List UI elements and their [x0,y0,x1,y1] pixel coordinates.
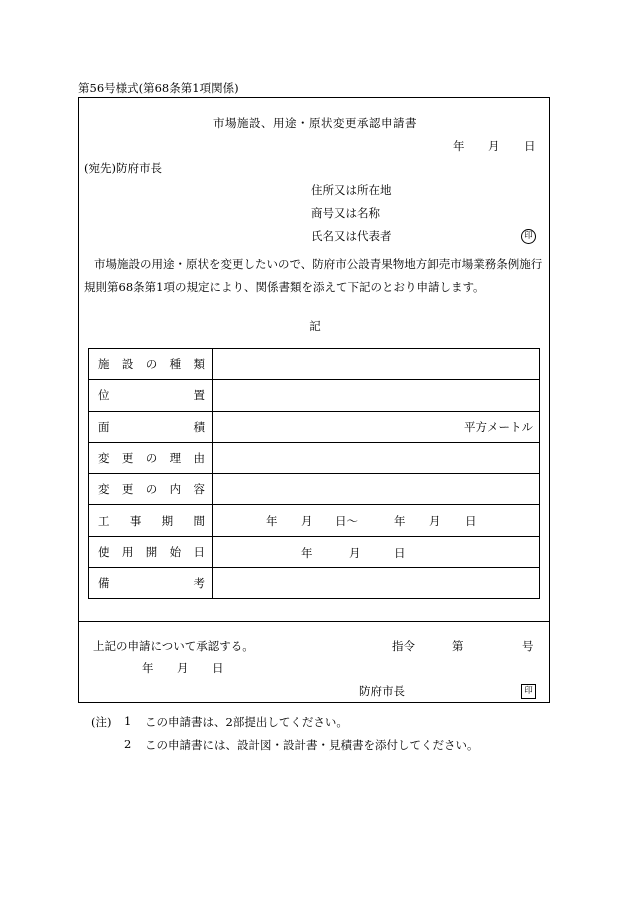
order-label: 指令 [392,639,415,653]
date-year: 年 [453,139,465,153]
approval-month: 月 [177,661,189,675]
row-label-remarks: 備 考 [98,576,205,591]
mayor-seal [521,682,536,699]
construction-period-field[interactable]: 年 月 日〜 年 月 日 [213,505,540,536]
table-row [89,349,540,380]
table-row [89,536,540,567]
date-day: 日 [524,139,536,153]
application-body [84,253,544,299]
approval-day: 日 [212,661,224,675]
document-title: 市場施設、用途・原状変更承認申請書 [213,116,417,130]
row-label-construction-period: 工 事 期 間 [98,513,205,528]
table-row [89,505,540,536]
details-table [88,348,540,599]
date-month: 月 [488,139,500,153]
approval-divider [78,621,550,622]
facility-type-field[interactable] [213,349,540,380]
addressee: (宛先)防府市長 [84,161,162,175]
table-row [89,380,540,411]
notes-prefix: (注) [91,715,112,729]
name-label: 商号又は名称 [311,206,380,220]
order-go: 号 [522,639,534,653]
seal-mark: 印 [521,229,536,244]
change-details-field[interactable] [213,474,540,505]
note-2-text: この申請書には、設計図・設計書・見積書を添付してください。 [145,738,479,752]
address-label: 住所又は所在地 [311,183,392,197]
mayor-label: 防府市長 [359,684,405,698]
table-row [89,411,540,442]
row-label-change-details: 変 更 の 内 容 [98,482,205,497]
order-dai: 第 [452,639,464,653]
row-label-location: 位 置 [98,388,205,403]
remarks-field[interactable] [213,568,540,599]
change-reason-field[interactable] [213,442,540,473]
row-label-start-date: 使 用 開 始 日 [98,544,205,559]
body-line-2: 規則第68条第1項の規定により、関係書類を添えて下記のとおり申請します。 [84,280,485,294]
area-unit: 平方メートル [464,419,533,434]
area-field[interactable] [213,411,540,442]
location-field[interactable] [213,380,540,411]
row-label-change-reason: 変 更 の 理 由 [98,451,205,466]
start-date-field[interactable]: 年 月 日 [213,536,540,567]
approval-text: 上記の申請について承認する。 [93,639,254,653]
note-1-number: 1 [124,714,132,728]
ki-heading: 記 [309,319,321,333]
note-1-text: この申請書は、2部提出してください。 [145,715,348,729]
row-label-facility-type: 施 設 の 種 類 [98,357,205,372]
body-line-1: 市場施設の用途・原状を変更したいので、防府市公設青果物地方卸売市場業務条例施行 [94,257,543,271]
approval-year: 年 [142,661,154,675]
note-2-number: 2 [124,737,132,751]
table-row [89,568,540,599]
table-row [89,442,540,473]
table-row [89,474,540,505]
applicant-seal [521,227,536,244]
representative-label: 氏名又は代表者 [311,229,392,243]
form-number: 第56号様式(第68条第1項関係) [78,81,239,95]
seal-mark: 印 [521,684,536,699]
row-label-area: 面 積 [98,419,205,434]
